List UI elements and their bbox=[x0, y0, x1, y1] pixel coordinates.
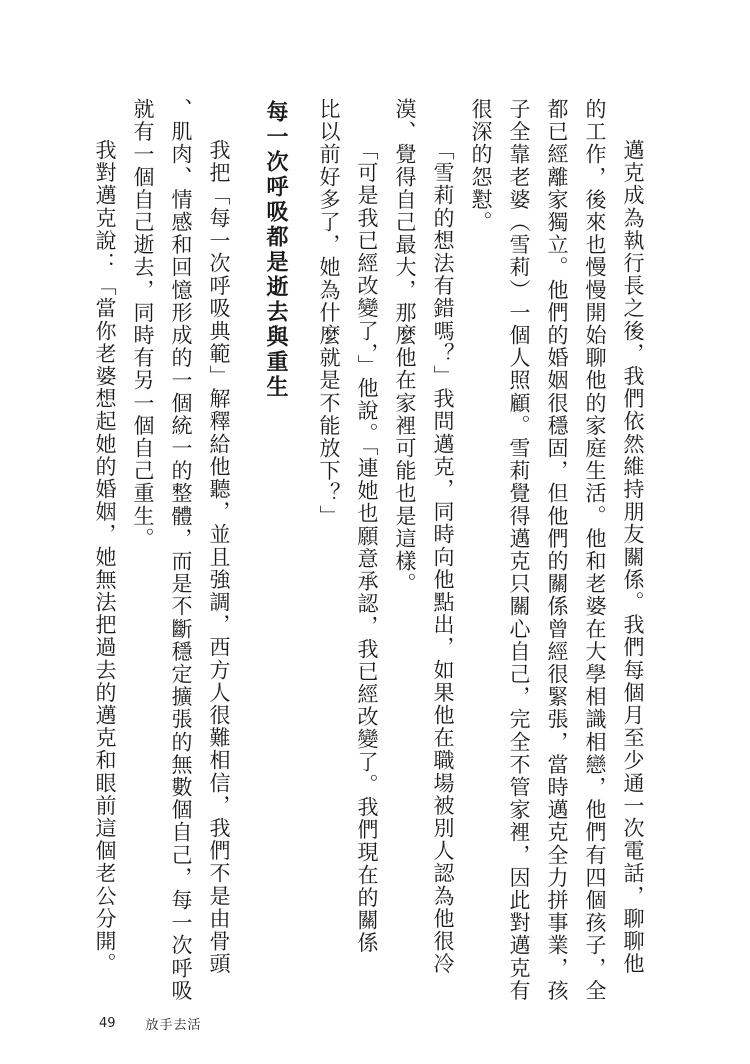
text-column-10: 我把「每一次呼吸典範」解釋給他聽，並且強調，西方人很難相信，我們不是由骨頭 bbox=[207, 139, 231, 976]
text-column-7: 漠、覺得自己最大，那麼他在家裡可能也是這樣。 bbox=[393, 98, 417, 596]
text-column-12: 就有一個自己逝去，同時有另一個自己重生。 bbox=[131, 98, 155, 550]
section-heading: 每一次呼吸都是逝去與重生 bbox=[263, 100, 288, 400]
page-footer bbox=[99, 1014, 202, 1033]
text-column-13: 我對邁克說：「當你老婆想起她的婚姻，她無法把過去的邁克和眼前這個老公分開。 bbox=[93, 139, 117, 976]
text-column-5: 很深的怨懟。 bbox=[469, 98, 493, 234]
text-column-6: 「雪莉的想法有錯嗎？」我問邁克，同時向他點出，如果他在職場被別人認為他很冷 bbox=[431, 139, 455, 976]
text-column-9: 比以前好多了，她為什麼就是不能放下？」 bbox=[317, 98, 341, 528]
text-column-3: 都已經離家獨立。他們的婚姻很穩固，但他們的關係曾經很緊張，當時邁克全力拼事業，孩 bbox=[545, 98, 569, 1002]
book-title: 放手去活 bbox=[145, 1018, 202, 1033]
text-column-11: 、肌肉、情感和回憶形成的一個統一的整體，而是不斷穩定擴張的無數個自己，每一次呼吸 bbox=[169, 98, 193, 1002]
text-column-8: 「可是我已經改變了，」他說。「連她也願意承認，我已經改變了。我們現在的關係 bbox=[355, 139, 379, 955]
page-number: 49 bbox=[99, 1016, 116, 1031]
text-column-4: 子全靠老婆（雪莉）一個人照顧。雪莉覺得邁克只關心自己，完全不管家裡，因此對邁克有 bbox=[507, 98, 531, 1002]
text-column-2: 的工作，後來也慢慢開始聊他的家庭生活。他和老婆在大學相識相戀，他們有四個孩子，全 bbox=[583, 98, 607, 1002]
text-column-1: 邁克成為執行長之後，我們依然維持朋友關係。我們每個月至少通一次電話，聊聊他 bbox=[621, 139, 645, 976]
